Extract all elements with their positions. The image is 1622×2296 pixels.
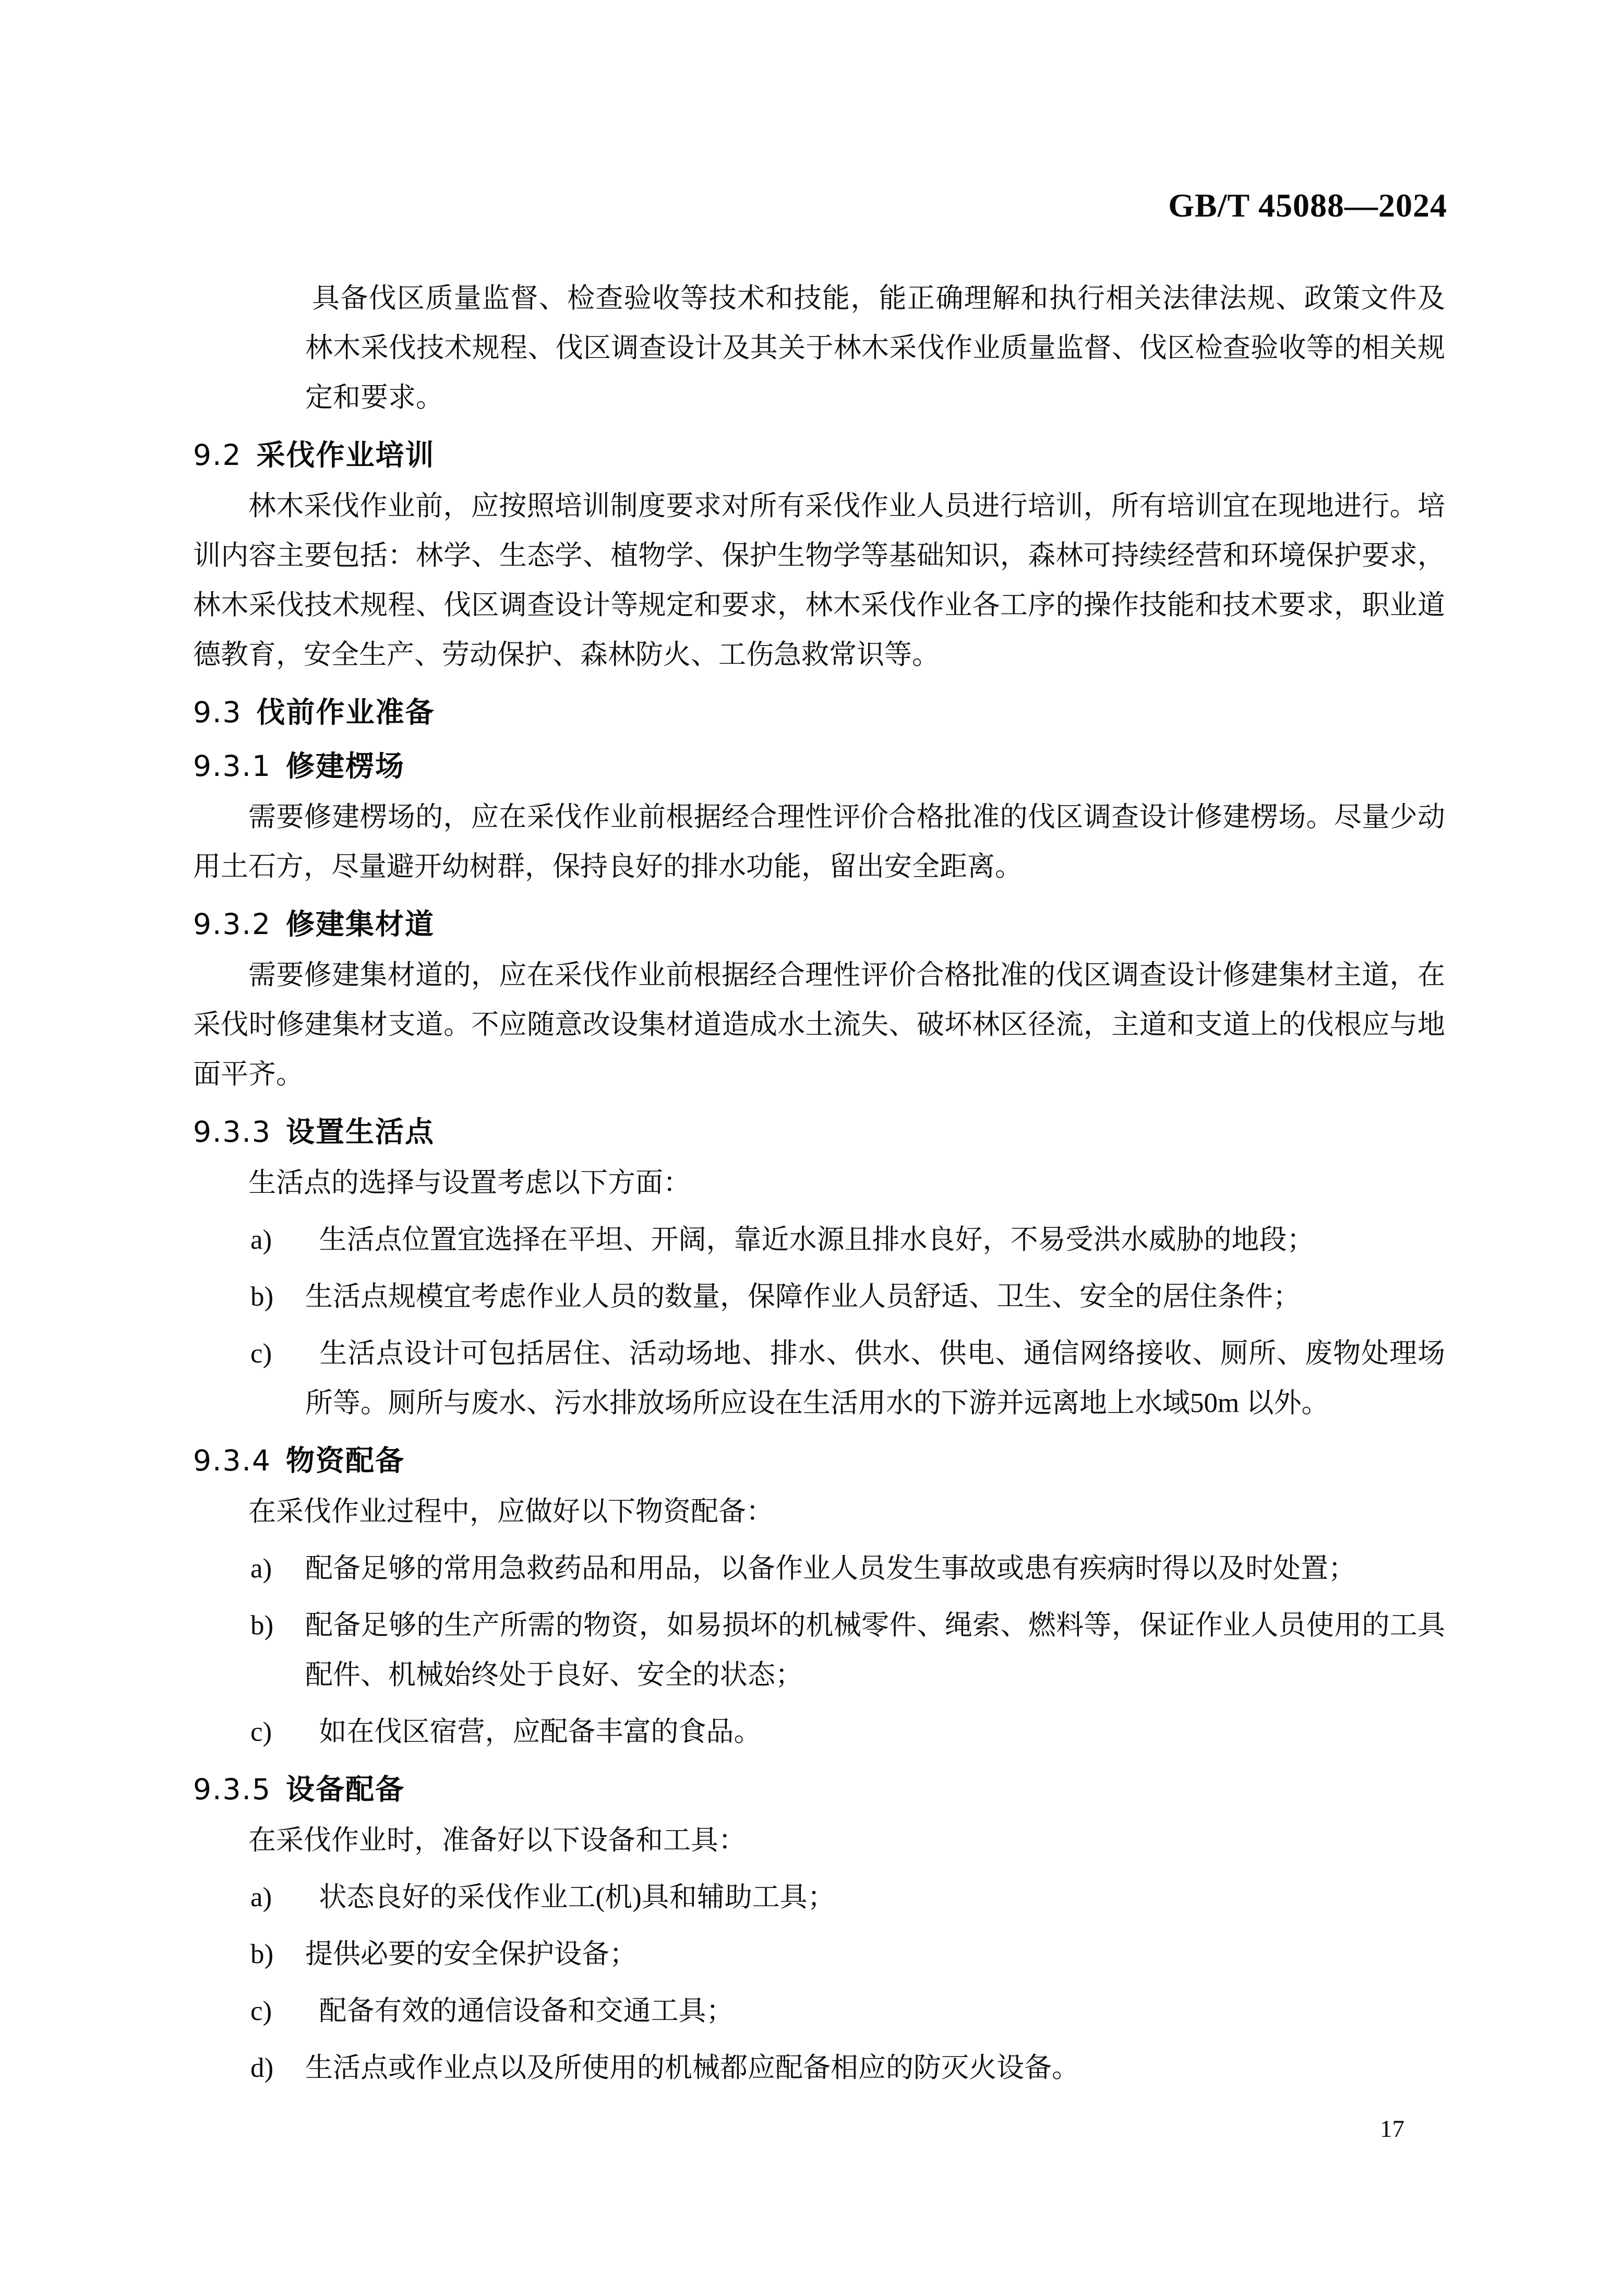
section-heading-9-3-1	[193, 745, 1445, 787]
list-marker: a)	[250, 1225, 272, 1255]
list-item-text: 生活点或作业点以及所使用的机械都应配备相应的防灭火设备。	[305, 2053, 1079, 2083]
section-number: 9.3.2	[193, 907, 271, 941]
list-item-c	[193, 1987, 1445, 2036]
list-item-text: 状态良好的采伐作业工(机)具和辅助工具；	[305, 1882, 835, 1912]
section-title: 采伐作业培训	[256, 438, 435, 472]
list-item-text: 如在伐区宿营，应配备丰富的食品。	[305, 1717, 762, 1747]
list-item-text: 生活点位置宜选择在平坦、开阔，靠近水源且排水良好，不易受洪水威胁的地段；	[305, 1225, 1315, 1255]
list-marker: d)	[250, 2053, 274, 2083]
list-marker: b)	[250, 1610, 274, 1641]
list-marker: c)	[250, 1717, 272, 1747]
list-item-d	[193, 2043, 1445, 2093]
list-item-text: 生活点规模宜考虑作业人员的数量，保障作业人员舒适、卫生、安全的居住条件；	[305, 1282, 1301, 1312]
section-9-3-3-intro: 生活点的选择与设置考虑以下方面：	[248, 1168, 691, 1198]
list-item-text: 配备有效的通信设备和交通工具；	[305, 1996, 734, 2026]
standard-number: GB/T 45088—2024	[1168, 187, 1447, 224]
list-marker: c)	[250, 1338, 272, 1369]
list-item-b	[193, 1272, 1445, 1322]
list-item-c	[193, 1329, 1445, 1428]
section-9-2-paragraph: 林木采伐作业前，应按照培训制度要求对所有采伐作业人员进行培训，所有培训宜在现地进行。培训内容主要包括：林学、生态学、植物学、保护生物学等基础知识，森林可持续经营和环境保护要求，林木采伐技术规程、伐区调查设计等规定和要求，林木采伐作业各工序的操作技能和技术要求，职业道德教育，安全生产、劳动保护、森林防火、工伤急救常识等。	[193, 491, 1445, 670]
section-number: 9.3	[193, 696, 242, 729]
list-item-text: 配备足够的常用急救药品和用品，以备作业人员发生事故或患有疾病时得以及时处置；	[305, 1553, 1356, 1584]
list-item-text: 配备足够的生产所需的物资，如易损坏的机械零件、绳索、燃料等，保证作业人员使用的工具配件、机械始终处于良好、安全的状态；	[305, 1610, 1445, 1690]
section-9-3-5-intro: 在采伐作业时，准备好以下设备和工具：	[248, 1825, 746, 1856]
list-item-text: 生活点设计可包括居住、活动场地、排水、供水、供电、通信网络接收、厕所、废物处理场所等。厕所与废水、污水排放场所应设在生活用水的下游并远离地上水域50m 以外。	[305, 1338, 1445, 1418]
section-number: 9.3.1	[193, 749, 271, 783]
section-heading-9-3	[193, 691, 1445, 734]
list-marker: a)	[250, 1553, 272, 1584]
list-marker: b)	[250, 1939, 274, 1969]
section-number: 9.3.3	[193, 1115, 271, 1149]
list-item-a	[193, 1873, 1445, 1922]
list-item-b	[193, 1601, 1445, 1700]
section-title: 修建楞场	[285, 749, 405, 783]
section-heading-9-3-5	[193, 1768, 1445, 1811]
page-header	[0, 0, 1622, 233]
section-number: 9.2	[193, 438, 242, 472]
section-heading-9-3-3	[193, 1111, 1445, 1153]
list-marker: a)	[250, 1882, 272, 1912]
section-9-3-4-intro: 在采伐作业过程中，应做好以下物资配备：	[248, 1497, 774, 1527]
section-title: 设置生活点	[285, 1115, 435, 1149]
list-marker: c)	[250, 1996, 272, 2026]
list-marker: b)	[250, 1282, 274, 1312]
page-number: 17	[1380, 2115, 1404, 2143]
list-item-c	[193, 1707, 1445, 1757]
section-number: 9.3.5	[193, 1773, 271, 1806]
section-title: 修建集材道	[285, 907, 435, 941]
section-9-3-2-paragraph: 需要修建集材道的，应在采伐作业前根据经合理性评价合格批准的伐区调查设计修建集材主道，在采伐时修建集材支道。不应随意改设集材道造成水土流失、破坏林区径流，主道和支道上的伐根应与地面平齐。	[193, 960, 1445, 1090]
section-title: 设备配备	[285, 1773, 405, 1806]
section-number: 9.3.4	[193, 1444, 271, 1477]
continuation-paragraph: 具备伐区质量监督、检查验收等技术和技能，能正确理解和执行相关法律法规、政策文件及林木采伐技术规程、伐区调查设计及其关于林木采伐作业质量监督、伐区检查验收等的相关规定和要求。	[305, 283, 1445, 413]
section-title: 伐前作业准备	[256, 696, 435, 729]
list-item-a	[193, 1544, 1445, 1594]
section-heading-9-2	[193, 434, 1445, 476]
section-heading-9-3-4	[193, 1440, 1445, 1482]
section-title: 物资配备	[285, 1444, 405, 1477]
section-heading-9-3-2	[193, 903, 1445, 946]
section-9-3-1-paragraph: 需要修建楞场的，应在采伐作业前根据经合理性评价合格批准的伐区调查设计修建楞场。尽量少动用土石方，尽量避开幼树群，保持良好的排水功能，留出安全距离。	[193, 802, 1445, 882]
page-content	[193, 274, 1445, 2093]
list-item-b	[193, 1930, 1445, 1979]
list-item-a	[193, 1215, 1445, 1265]
list-item-text: 提供必要的安全保护设备；	[305, 1939, 637, 1969]
